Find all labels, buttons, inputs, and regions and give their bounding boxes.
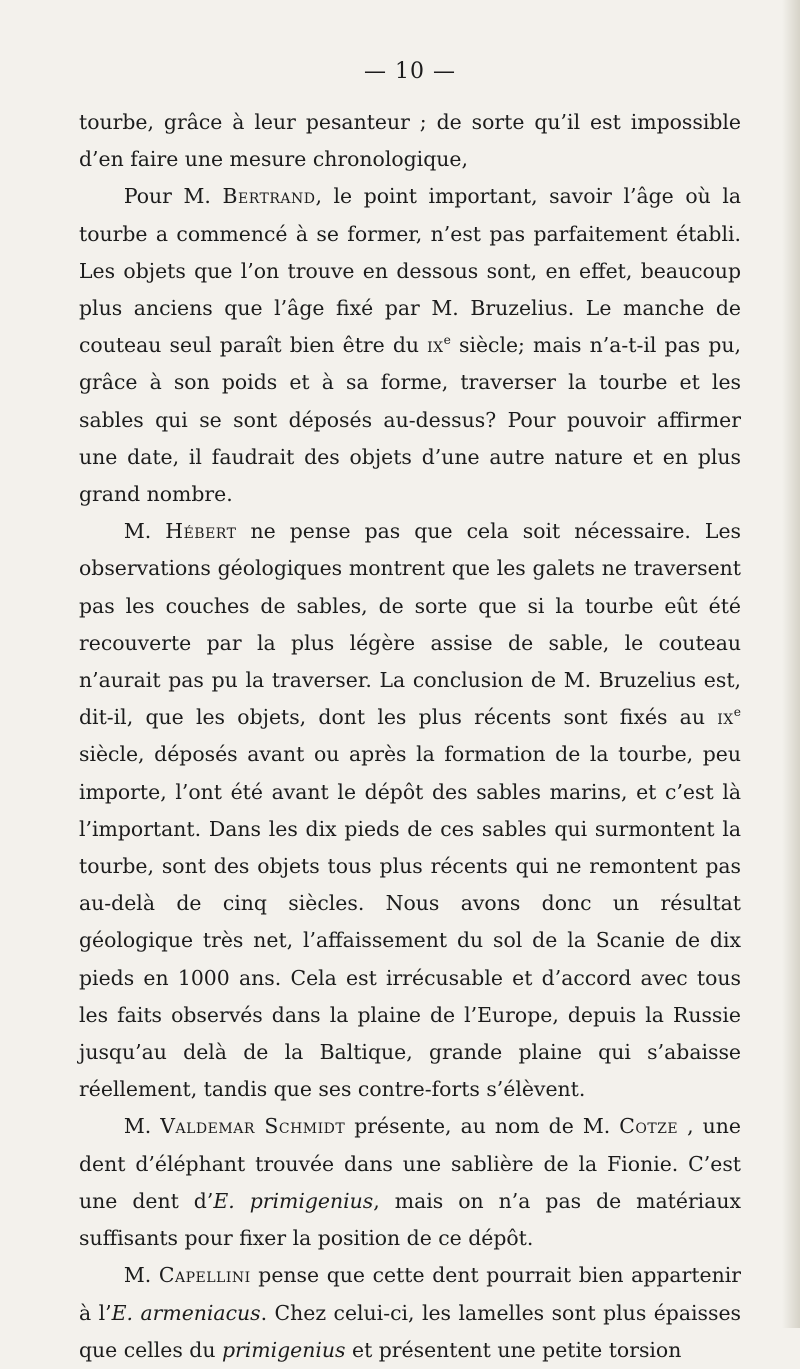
paragraph-text: pense que cette dent pourrait bien appartenir à l’ — [79, 1263, 741, 1325]
document-page — [79, 52, 741, 1369]
paragraph-text: , une dent d’éléphant trouvée dans une sablière de la Fionie. C’est une dent d’ — [79, 1114, 741, 1213]
person-name-schmidt: Valdemar Schmidt — [160, 1114, 346, 1139]
paragraph-text: siècle, déposés avant ou après la formation de la tourbe, peu importe, l’ont été avant le dépôt des sables marins, et c’est là l’important. Dans les dix pieds de ces sables qui surmontent la tourbe, sont des objets tous plus récents qui ne remontent pas au-delà de cinq siècles. Nous avons donc un résultat géologique très net, l’affaissement du sol de la Scanie de dix pieds en 1000 ans. Cela est irrécusable et d’accord avec tous les faits observés dans la plaine de l’Europe, depuis la Russie jusqu’au delà de la Baltique, grande plaine qui s’abaisse réellement, tandis que ses contre-forts s’élèvent. — [79, 742, 741, 1102]
species-name: E. primigenius — [213, 1188, 374, 1213]
person-name-capellini: Capellini — [158, 1263, 251, 1288]
paragraph-intro: M. — [123, 1114, 152, 1139]
paragraph-text: siècle; mais n’a-t-il pas pu, grâce à son poids et à sa forme, traverser la tourbe et les sables qui se sont déposés au-dessus? Pour pouvoir affirmer une date, il faudrait des objets d’une autre nature et en plus grand nombre. — [79, 333, 741, 507]
page-edge-shadow — [782, 0, 800, 1328]
paragraph-bertrand — [79, 178, 741, 513]
paragraph-intro: M. — [123, 519, 152, 544]
body-text — [79, 104, 741, 1369]
century-superscript: e — [443, 333, 451, 348]
paragraph-intro: Pour M. — [123, 184, 211, 209]
person-name-bertrand: Bertrand — [222, 184, 316, 209]
page-number: — 10 — — [364, 59, 456, 84]
paragraph-continuation — [79, 104, 741, 178]
person-name-cotze: Cotze — [619, 1114, 679, 1139]
paragraph-text: et présentent une petite torsion — [345, 1337, 682, 1362]
paragraph-text: , le point important, savoir l’âge où la tourbe a commencé à se former, n’est pas parfaitement établi. Les objets que l’on trouve en dessous sont, en effet, beaucoup plus anciens que l’âge fixé par M. Bruzelius. Le manche de couteau seul paraît bien être du — [79, 184, 741, 358]
paragraph-schmidt — [79, 1108, 741, 1257]
person-name-hebert: Hébert — [165, 519, 237, 544]
century-superscript: e — [733, 705, 741, 720]
paragraph-hebert — [79, 513, 741, 1108]
paragraph-text: tourbe, grâce à leur pesanteur ; de sorte qu’il est impossible d’en faire une mesure chronologique, — [79, 110, 741, 172]
species-name: primigenius — [221, 1337, 346, 1362]
century-numeral: ix — [427, 333, 444, 358]
paragraph-intro: M. — [123, 1263, 152, 1288]
century-numeral: ix — [717, 705, 734, 730]
paragraph-capellini — [79, 1257, 741, 1369]
species-name: E. armeniacus — [111, 1300, 261, 1325]
paragraph-text: présente, au nom de M. — [345, 1114, 620, 1139]
paragraph-text: ne pense pas que cela soit nécessaire. Les observations géologiques montrent que les galets ne traversent pas les couches de sables, de sorte que si la tourbe eût été recouverte par la plus légère assise de sable, le couteau n’aurait pas pu la traverser. La conclusion de M. Bruzelius est, dit-il, que les objets, dont les plus récents sont fixés au — [79, 519, 741, 730]
paragraph-text: , mais on n’a pas de matériaux suffisants pour fixer la position de ce dépôt. — [79, 1188, 741, 1251]
paragraph-text: . Chez celui-ci, les lamelles sont plus épaisses que celles du — [79, 1300, 741, 1362]
